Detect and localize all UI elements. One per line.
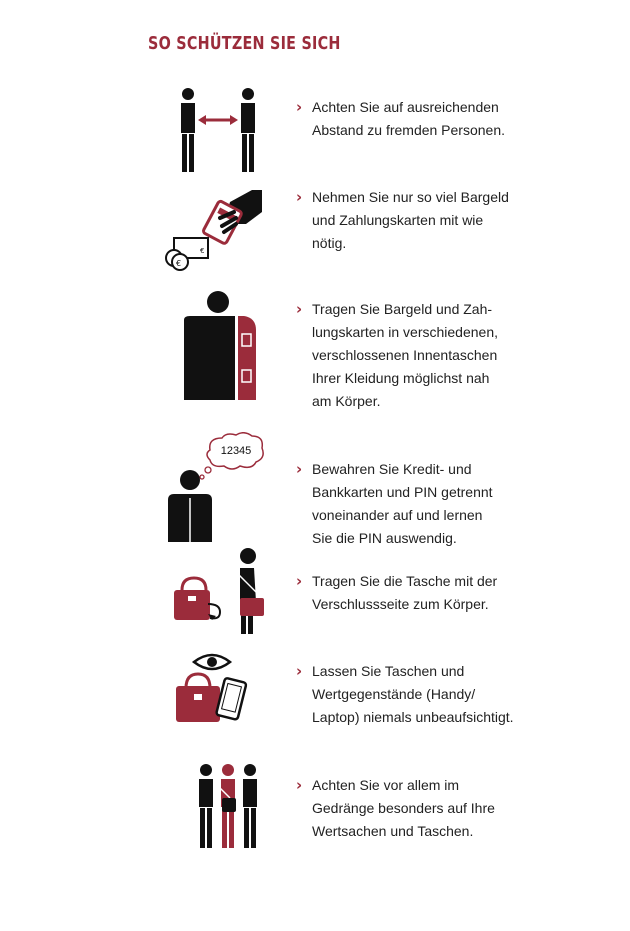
- chevron-right-icon: ›: [296, 572, 303, 590]
- cash-handling-icon: [164, 188, 264, 272]
- watch-belongings-icon: [174, 650, 250, 726]
- tip-bag: [296, 570, 497, 616]
- chevron-right-icon: ›: [296, 300, 303, 318]
- tip-crowd: [296, 774, 495, 843]
- tip-unattended: [296, 660, 514, 729]
- distance-icon: [176, 86, 262, 176]
- tip-cash: [296, 186, 509, 255]
- chevron-right-icon: ›: [296, 460, 303, 478]
- tip-pin: [296, 458, 493, 550]
- chevron-right-icon: ›: [296, 98, 303, 116]
- tip-distance: [296, 96, 505, 142]
- svg-text:€: €: [176, 259, 182, 268]
- page-title: SO SCHÜTZEN SIE SICH: [148, 34, 341, 54]
- tip-text: Achten Sie auf ausreichenden Abstand zu fremden Personen.: [312, 99, 506, 138]
- tip-text: Bewahren Sie Kredit- und Bankkarten und PIN getrennt voneinander auf und lernen Sie die PIN auswendig.: [312, 461, 493, 546]
- tip-text: Lassen Sie Taschen und Wertgegenstände (Handy/ Laptop) niemals unbeaufsichtigt.: [312, 663, 514, 725]
- chevron-right-icon: ›: [296, 188, 303, 206]
- chevron-right-icon: ›: [296, 662, 303, 680]
- tip-text: Nehmen Sie nur so viel Bargeld und Zahlungskarten mit wie nötig.: [312, 189, 509, 251]
- chevron-right-icon: ›: [296, 776, 303, 794]
- tip-inner-pocket: [296, 298, 498, 413]
- memorize-pin-icon: [164, 432, 268, 544]
- tip-text: Achten Sie vor allem im Gedränge besonders auf Ihre Wertsachen und Taschen.: [312, 777, 495, 839]
- bag-close-to-body-icon: [170, 546, 266, 636]
- thought-pin-label: 12345: [220, 445, 252, 457]
- inner-pocket-icon: [180, 290, 260, 402]
- svg-text:€: €: [200, 247, 205, 255]
- crowd-icon: [196, 762, 260, 850]
- tip-text: Tragen Sie Bargeld und Zah- lungskarten in verschiedenen, verschlossenen Innentaschen Ihrer Kleidung möglichst nah am Körper.: [312, 301, 499, 409]
- tip-text: Tragen Sie die Tasche mit der Verschlussseite zum Körper.: [312, 573, 498, 612]
